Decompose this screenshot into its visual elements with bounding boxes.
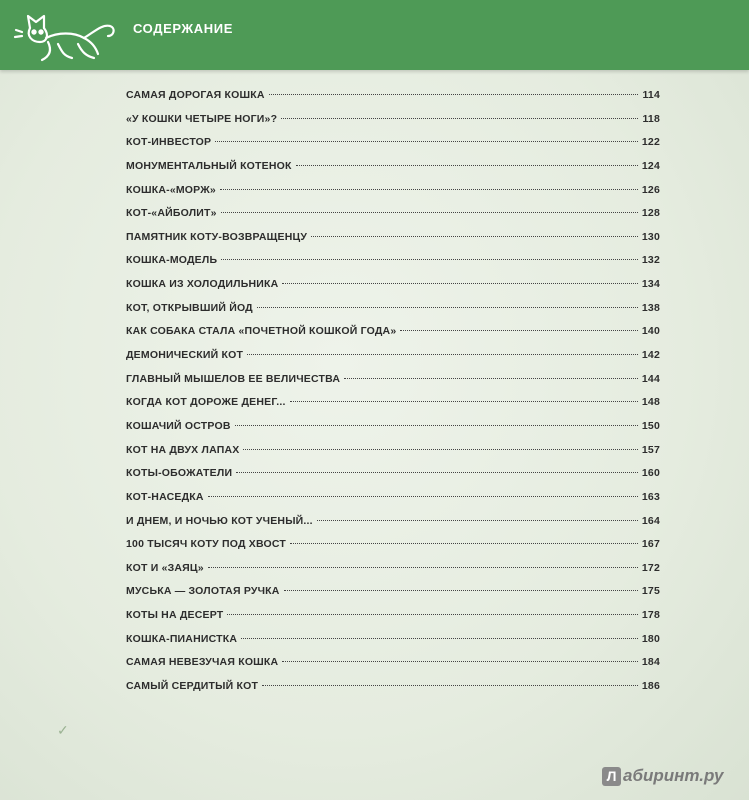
toc-entry-page: 142 — [641, 349, 660, 362]
dot-leader — [236, 472, 638, 473]
toc-entry-page: 126 — [641, 183, 660, 196]
toc-entry — [126, 207, 660, 231]
section-title: СОДЕРЖАНИЕ — [133, 21, 233, 36]
dot-leader — [221, 259, 638, 260]
dot-leader — [284, 590, 638, 591]
toc-entry — [126, 515, 660, 539]
toc-entry-page: 140 — [641, 325, 660, 338]
dot-leader — [282, 661, 638, 662]
toc-entry-title: КОТ-НАСЕДКА — [126, 490, 204, 503]
toc-entry-page: 134 — [641, 278, 660, 291]
toc-entry-page: 132 — [641, 254, 660, 267]
toc-entry-title: САМЫЙ СЕРДИТЫЙ КОТ — [126, 680, 259, 693]
dot-leader — [247, 354, 638, 355]
toc-entry-title: «У КОШКИ ЧЕТЫРЕ НОГИ»? — [126, 112, 278, 125]
toc-entry-title: МОНУМЕНТАЛЬНЫЙ КОТЕНОК — [126, 159, 292, 172]
toc-entry-page: 172 — [641, 561, 660, 574]
dot-leader — [290, 543, 638, 544]
toc-entry — [126, 491, 660, 515]
toc-entry-page: 163 — [641, 490, 660, 503]
watermark-text: абиринт.ру — [623, 766, 724, 785]
dot-leader — [221, 212, 638, 213]
toc-entry-title: САМАЯ ДОРОГАЯ КОШКА — [126, 89, 265, 101]
toc-entry — [126, 609, 660, 633]
toc-entry-page: 180 — [641, 632, 660, 645]
toc-entry-page: 144 — [641, 372, 660, 385]
toc-entry-title: И ДНЕМ, И НОЧЬЮ КОТ УЧЕНЫЙ... — [126, 514, 313, 527]
dot-leader — [215, 141, 638, 142]
toc-entry-title: КОТ-ИНВЕСТОР — [126, 136, 212, 149]
toc-entry-page: 124 — [641, 159, 660, 172]
toc-entry — [126, 680, 660, 704]
toc-entry-page: 150 — [641, 419, 660, 432]
dot-leader — [241, 638, 638, 639]
toc-entry — [126, 325, 660, 349]
toc-entry-title: 100 ТЫСЯЧ КОТУ ПОД ХВОСТ — [126, 538, 286, 551]
corner-decoration: ✓ — [57, 722, 69, 738]
toc-entry-title: САМАЯ НЕВЕЗУЧАЯ КОШКА — [126, 656, 279, 669]
dot-leader — [281, 118, 638, 119]
toc-entry — [126, 113, 660, 137]
toc-entry-title: КОШКА ИЗ ХОЛОДИЛЬНИКА — [126, 278, 279, 291]
cat-icon — [12, 2, 122, 66]
dot-leader — [208, 496, 638, 497]
dot-leader — [243, 449, 637, 450]
toc-entry-page: 138 — [641, 301, 660, 314]
toc-entry-page: 178 — [641, 609, 660, 622]
toc-entry — [126, 538, 660, 562]
toc-entry-title: КОШАЧИЙ ОСТРОВ — [126, 419, 231, 432]
toc-entry-page: 114 — [642, 89, 660, 101]
toc-entry — [126, 254, 660, 278]
toc-entry — [126, 184, 660, 208]
dot-leader — [400, 330, 638, 331]
toc-entry — [126, 160, 660, 184]
toc-entry — [126, 136, 660, 160]
toc-entry — [126, 444, 660, 468]
toc-entry-title: ДЕМОНИЧЕСКИЙ КОТ — [126, 349, 244, 362]
toc-entry-page: 130 — [641, 230, 660, 243]
toc-entry-title: КОШКА-ПИАНИСТКА — [126, 632, 238, 645]
toc-entry — [126, 349, 660, 373]
dot-leader — [344, 378, 638, 379]
toc-entry-page: 167 — [641, 538, 660, 551]
toc-entry-page: 160 — [641, 467, 660, 480]
toc-entry-title: КОШКА-МОДЕЛЬ — [126, 254, 218, 267]
toc-entry-title: МУСЬКА — ЗОЛОТАЯ РУЧКА — [126, 585, 280, 598]
toc-entry — [126, 420, 660, 444]
watermark-badge: Л — [602, 767, 621, 786]
toc-entry-title: ПАМЯТНИК КОТУ-ВОЗВРАЩЕНЦУ — [126, 230, 308, 243]
toc-entry-title: КОТ, ОТКРЫВШИЙ ЙОД — [126, 301, 253, 314]
dot-leader — [296, 165, 638, 166]
table-of-contents — [126, 89, 660, 704]
dot-leader — [262, 685, 638, 686]
toc-entry — [126, 656, 660, 680]
dot-leader — [235, 425, 638, 426]
dot-leader — [208, 567, 638, 568]
toc-entry-title: ГЛАВНЫЙ МЫШЕЛОВ ЕЕ ВЕЛИЧЕСТВА — [126, 372, 341, 385]
toc-entry-page: 128 — [641, 207, 660, 220]
dot-leader — [317, 520, 638, 521]
toc-entry — [126, 467, 660, 491]
toc-entry — [126, 89, 660, 113]
toc-entry-title: КОШКА-«МОРЖ» — [126, 183, 216, 196]
watermark — [602, 766, 723, 786]
toc-entry-page: 184 — [641, 656, 660, 669]
toc-entry-title: КОТ-«АЙБОЛИТ» — [126, 207, 217, 220]
toc-entry-page: 186 — [641, 680, 660, 693]
toc-entry-title: КАК СОБАКА СТАЛА «ПОЧЕТНОЙ КОШКОЙ ГОДА» — [126, 325, 397, 338]
toc-entry — [126, 302, 660, 326]
toc-entry — [126, 585, 660, 609]
toc-entry-title: КОТЫ-ОБОЖАТЕЛИ — [126, 467, 233, 480]
dot-leader — [220, 189, 638, 190]
dot-leader — [290, 401, 638, 402]
toc-entry-title: КОГДА КОТ ДОРОЖЕ ДЕНЕГ... — [126, 396, 286, 409]
dot-leader — [257, 307, 638, 308]
toc-entry-page: 118 — [642, 112, 660, 125]
chapter-header — [0, 0, 749, 70]
dot-leader — [227, 614, 637, 615]
toc-entry — [126, 633, 660, 657]
dot-leader — [282, 283, 638, 284]
toc-entry-page: 148 — [641, 396, 660, 409]
toc-entry-page: 157 — [641, 443, 660, 456]
toc-entry-title: КОТ НА ДВУХ ЛАПАХ — [126, 443, 240, 456]
toc-entry — [126, 278, 660, 302]
toc-entry — [126, 562, 660, 586]
toc-entry — [126, 373, 660, 397]
toc-entry-title: КОТ И «ЗАЯЦ» — [126, 561, 204, 574]
dot-leader — [269, 94, 639, 95]
dot-leader — [311, 236, 638, 237]
toc-entry-page: 175 — [641, 585, 660, 598]
toc-entry — [126, 231, 660, 255]
toc-entry-page: 164 — [641, 514, 660, 527]
toc-entry-page: 122 — [641, 136, 660, 149]
toc-entry-title: КОТЫ НА ДЕСЕРТ — [126, 609, 224, 622]
toc-entry — [126, 396, 660, 420]
